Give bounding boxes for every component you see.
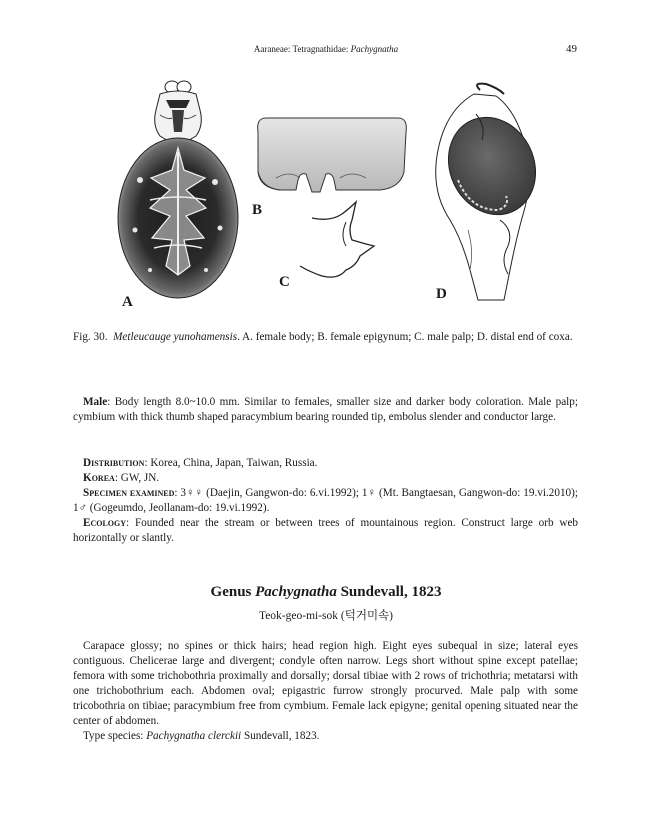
ecology-label: Ecology <box>83 517 127 529</box>
specimen-line <box>73 486 578 516</box>
distribution-text: : Korea, China, Japan, Taiwan, Russia. <box>144 457 318 469</box>
specimen-text: : 3♀♀ (Daejin, Gangwon-do: 6.vi.1992); 1♀ (Mt. Bangtaesan, Gangwon-do: 19.vi.2010); 1♂ (Gogeumdo, Jeollanam-do: 19.vi.1992). <box>73 487 578 514</box>
type-species-label: Type species: <box>83 730 147 742</box>
running-head-genus: Pachygnatha <box>350 44 399 54</box>
caption-species: Metleucauge yunohamensis <box>113 331 238 343</box>
genus-description-text: Carapace glossy; no spines or thick hairs; head region high. Eight eyes subequal in size; lateral eyes contiguous. Chelicerae large and divergent; condyle often narrow. Legs short without spine except patellae; femora with some trichobothria proximally and dorsally; dorsal tibiae with 2 rows of trichothria; metatarsi with one trichobothrium each. Abdomen oval; epigastric furrow strongly procurved. Male palp with some tricobothria on tibiae; paracymbium free from cymbium. Female lack epigyne; genital opening situated near the center of abdomen. <box>73 640 578 727</box>
panel-label-a: A <box>122 294 133 310</box>
genus-heading <box>0 584 652 601</box>
genus-heading-name: Pachygnatha <box>255 584 337 600</box>
figure-caption <box>73 330 578 345</box>
distribution-line <box>73 456 578 471</box>
genus-description <box>73 639 578 744</box>
panel-a-female-body <box>118 81 238 298</box>
genus-korean-name: Teok-geo-mi-sok (턱거미속) <box>258 610 393 622</box>
panel-d-distal-end <box>433 84 551 300</box>
figure-30 <box>0 70 652 320</box>
specimen-label: Specimen examined <box>83 487 175 499</box>
genus-heading-author: Sundevall, 1823 <box>336 584 442 600</box>
ecology-text: : Founded near the stream or between trees of mountainous region. Construct large orb web horizontally or slantly. <box>73 517 578 544</box>
korea-line <box>73 471 578 486</box>
running-head <box>0 44 652 54</box>
korea-text: : GW, JN. <box>114 472 160 484</box>
male-text: : Body length 8.0~10.0 mm. Similar to females, smaller size and darker body coloration. Male palp; cymbium with thick thumb shaped paracymbium bearing rounded tip, embolus slender and conductor large. <box>73 396 578 423</box>
caption-text: . A. female body; B. female epigynum; C. male palp; D. distal end of coxa. <box>237 331 573 343</box>
panel-b-epigynum <box>258 118 407 192</box>
genus-heading-pre: Genus <box>210 584 256 600</box>
panel-c-male-palp <box>300 202 374 277</box>
page-number: 49 <box>566 43 577 55</box>
caption-prefix: Fig. 30. <box>73 331 108 343</box>
type-species-author: Sundevall, 1823. <box>241 730 320 742</box>
male-description <box>73 395 578 425</box>
type-species-name: Pachygnatha clerckii <box>146 730 242 742</box>
ecology-line <box>73 516 578 546</box>
figure-illustration <box>0 70 652 320</box>
korea-label: Korea <box>83 472 115 484</box>
type-species-line <box>73 729 578 744</box>
male-label: Male <box>83 396 108 408</box>
records-section <box>73 456 578 546</box>
running-head-text: Aaraneae: Tetragnathidae: <box>253 44 351 54</box>
panel-label-d: D <box>436 286 447 302</box>
panel-label-c: C <box>279 274 290 290</box>
distribution-label: Distribution <box>83 457 145 469</box>
panel-label-b: B <box>252 202 263 218</box>
